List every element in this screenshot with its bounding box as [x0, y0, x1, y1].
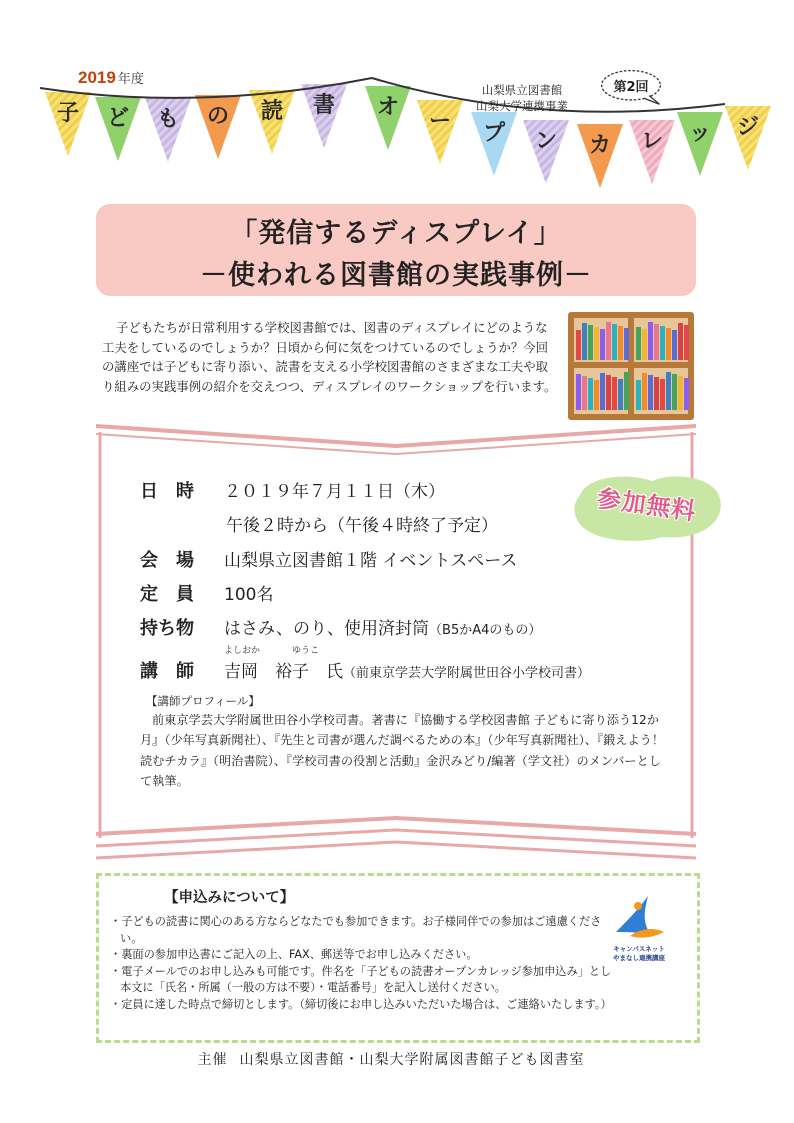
campus-net-logo-icon — [608, 892, 670, 944]
venue-label: 会 場 — [140, 550, 194, 571]
bunting-letter: オ — [376, 95, 400, 120]
ruby-family-name: よしおか — [224, 646, 261, 656]
time-value: 午後２時から（午後４時終了予定） — [226, 516, 498, 536]
year-suffix: 年度 — [117, 71, 144, 86]
year-number: 2019 — [78, 68, 116, 87]
lecturer-label: 講 師 — [140, 661, 194, 682]
event-title: 「発信するディスプレイ」 — [230, 218, 562, 249]
bunting-letter: プ — [482, 121, 506, 146]
footer-label: 主催 — [197, 1052, 228, 1068]
date-value: ２０１９年７月１１日（木） — [224, 482, 445, 502]
items-value: はさみ、のり、使用済封筒 — [224, 619, 430, 639]
ruby-given-name: ゆうこ — [292, 646, 320, 656]
profile-heading: 【講師プロフィール】 — [146, 694, 260, 708]
footer-organizers — [0, 1049, 794, 1069]
detail-capacity — [140, 580, 273, 606]
bunting-letter: 書 — [312, 93, 336, 118]
bunting-letter: カ — [588, 133, 612, 158]
list-item: ・定員に達した時点で締切とします。（締切後にお申し込みいただいた場合は、ご連絡いたします。） — [110, 997, 612, 1011]
bunting-letter: ジ — [736, 115, 760, 140]
venue-value: 山梨県立図書館１階 イベントスペース — [224, 551, 518, 571]
items-label: 持ち物 — [140, 618, 194, 639]
items-note: （B5かA4のもの） — [429, 623, 542, 638]
list-item: ・電子メールでのお申し込みも可能です。件名を「子どもの読書オープンカレッジ参加申込み」とし本文に「氏名・所属（一般の方は不要）・電話番号」を記入し送付ください。 — [110, 964, 612, 995]
bunting-letter: ど — [106, 106, 130, 131]
logo-text-1: キャンパスネット — [613, 945, 665, 953]
bunting-letter: ッ — [688, 121, 712, 146]
event-subtitle: －使われる図書館の実践事例－ — [200, 260, 592, 291]
free-admission-badge: 参加無料 — [595, 484, 699, 526]
intro-text: 子どもたちが日常利用する学校図書館では、図書のディスプレイにどのような工夫をしているのでしょうか？日頃から何に気をつけているのでしょうか？今回の講座では子どもに寄り添い、読書を支える小学校図書館のさまざまな工夫や取り組みの実践事例の紹介を交えつつ、ディスプレイのワークショップを行います。 — [102, 320, 557, 394]
lecturer-name: 吉岡 裕子 氏 — [224, 662, 343, 682]
bunting-letter: ン — [534, 129, 558, 154]
capacity-value: 100名 — [224, 585, 274, 605]
bunting-letter: 読 — [260, 99, 284, 124]
list-item: ・裏面の参加申込書にご記入の上、FAX、郵送等でお申し込みください。 — [110, 948, 478, 962]
profile-body: 前東京学芸大学附属世田谷小学校司書。著書に『協働する学校図書館 子どもに寄り添う12か月』（少年写真新聞社）、『先生と司書が選んだ調べるための本』（少年写真新聞社）、『鍛えよう！読むチカラ』（明治書院）、『学校司書の役割と活動』金沢みどり/編著（学文社）のメンバーとして執筆。 — [140, 713, 665, 789]
footer-orgs: 山梨県立図書館・山梨大学附属図書館子ども図書室 — [239, 1052, 585, 1068]
bunting-letter: も — [156, 107, 180, 132]
application-list — [110, 914, 620, 1014]
list-item: ・子どもの読書に関心のある方ならどなたでも参加できます。お子様同伴での参加はご遠慮ください。 — [110, 915, 602, 945]
capacity-label: 定 員 — [140, 584, 194, 605]
logo-text-2: やまなし連携講座 — [613, 954, 665, 962]
bunting-letter: の — [206, 104, 230, 129]
detail-date — [140, 477, 445, 503]
org-line-2: 山梨大学連携事業 — [476, 99, 568, 113]
detail-lecturer — [140, 657, 590, 683]
date-label: 日 時 — [140, 481, 194, 502]
bunting-letter: 子 — [56, 101, 80, 126]
org-line-1: 山梨県立図書館 — [481, 83, 563, 97]
detail-items — [140, 614, 541, 640]
bunting-letter: ー — [428, 109, 452, 134]
round-number: 第2回 — [613, 80, 649, 95]
lecturer-note: （前東京学芸大学附属世田谷小学校司書） — [343, 666, 591, 681]
bunting-letter: レ — [640, 129, 664, 154]
detail-venue — [140, 546, 517, 572]
application-heading: 【申込みについて】 — [164, 890, 295, 906]
